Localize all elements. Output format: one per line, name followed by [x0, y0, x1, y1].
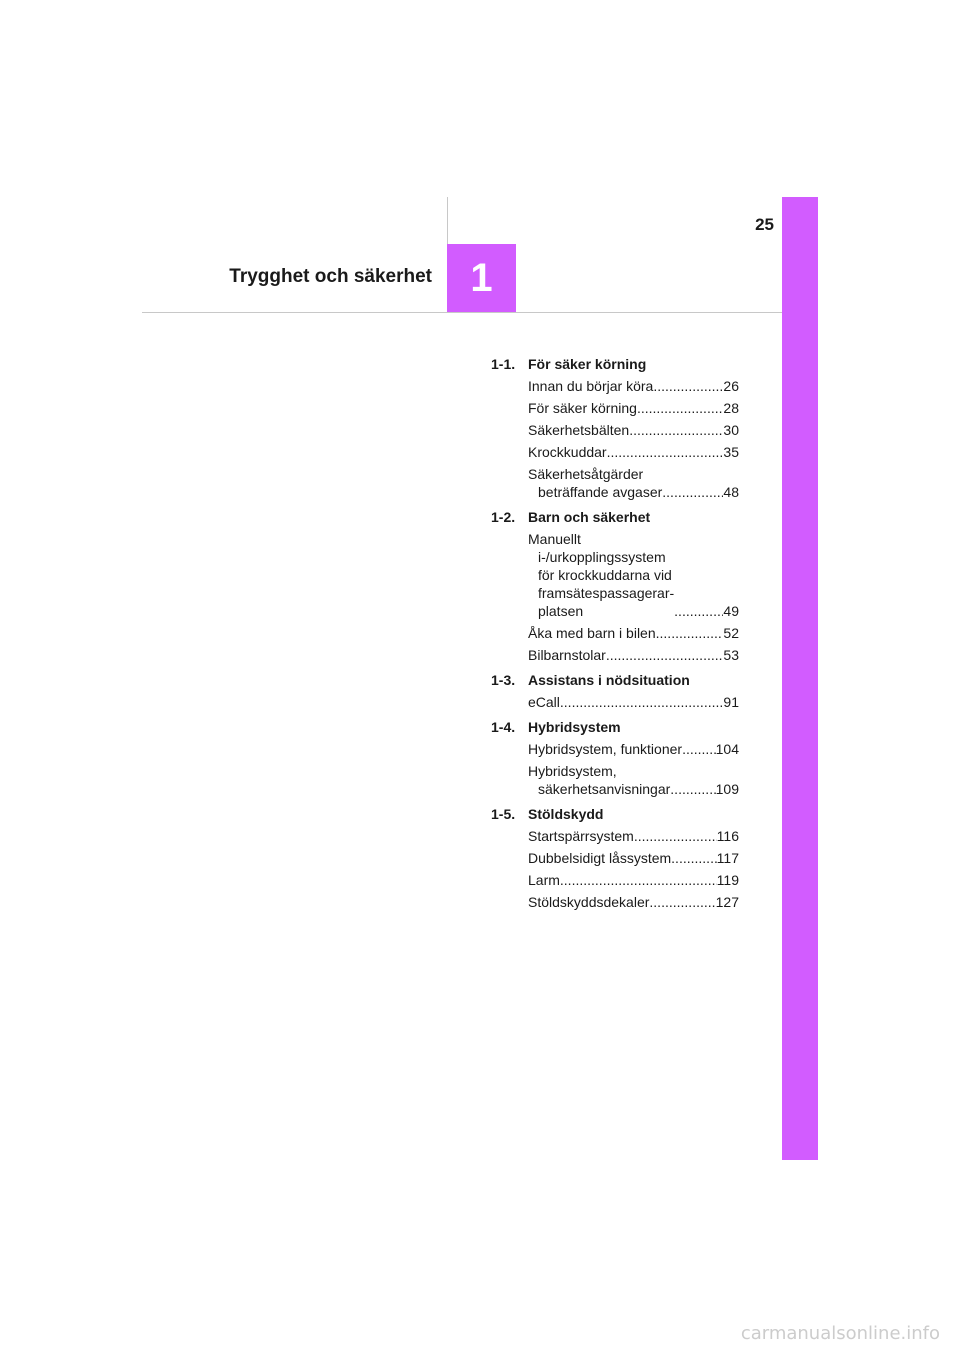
entry-title-line: eCall [528, 694, 560, 710]
section-title: Stöldskydd [528, 806, 604, 822]
toc-entry[interactable] [528, 530, 739, 620]
entry-title-line: Hybridsystem, funktioner [528, 741, 683, 757]
entry-page-number: 26 [723, 378, 739, 394]
entry-title-line: Hybridsystem, [528, 763, 617, 779]
entry-title-line: Säkerhetsåtgärder [528, 466, 644, 482]
entry-title-line: Stöldskyddsdekaler [528, 894, 650, 910]
entry-title-line: Startspärrsystem [528, 828, 634, 844]
entry-page-number: 28 [723, 400, 739, 416]
leader-dots [670, 780, 715, 798]
entry-title-line: i-/urkopplingssystem [538, 549, 666, 565]
entry-title-line: Säkerhetsbälten [528, 422, 630, 438]
section-title: För säker körning [528, 356, 647, 372]
entry-page-number: 117 [716, 850, 739, 866]
toc-entry[interactable] [528, 465, 739, 501]
entry-title-line: beträffande avgaser [538, 484, 663, 500]
header-divider-horizontal [142, 312, 782, 313]
entry-page-number: 127 [715, 894, 739, 910]
toc-entry[interactable] [528, 827, 739, 845]
leader-dots [634, 827, 717, 845]
chapter-number-badge: 1 [447, 244, 516, 312]
entry-page-number: 48 [723, 484, 739, 500]
leader-dots [671, 849, 717, 867]
section-number: 1-2. [491, 509, 516, 525]
section-number: 1-5. [491, 806, 516, 822]
toc-section-heading [491, 718, 739, 736]
entry-title-line: Larm [528, 872, 560, 888]
leader-dots [682, 740, 716, 758]
entry-title-line: Krockkuddar [528, 444, 607, 460]
toc-entry[interactable] [528, 443, 739, 461]
leader-dots [560, 871, 717, 889]
entry-title-line: Dubbelsidigt låssystem [528, 850, 672, 866]
entry-page-number: 104 [715, 741, 739, 757]
leader-dots [653, 377, 723, 395]
chapter-side-tab [782, 197, 818, 1160]
toc-section-heading [491, 508, 739, 526]
leader-dots [674, 602, 723, 620]
leader-dots [560, 693, 724, 711]
section-title: Assistans i nödsituation [528, 672, 690, 688]
entry-title-line: för krockkuddarna vid [538, 567, 672, 583]
entry-page-number: 35 [723, 444, 739, 460]
entry-title-line: Bilbarnstolar [528, 647, 606, 663]
entry-page-number: 119 [716, 872, 739, 888]
toc-entry[interactable] [528, 624, 739, 642]
toc-entry[interactable] [528, 399, 739, 417]
section-number: 1-4. [491, 719, 516, 735]
entry-page-number: 53 [723, 647, 739, 663]
leader-dots [649, 893, 715, 911]
entry-page-number: 49 [723, 603, 739, 619]
toc-section-heading [491, 671, 739, 689]
leader-dots [606, 646, 724, 664]
entry-title-line: Manuellt [528, 531, 581, 547]
entry-page-number: 116 [716, 828, 739, 844]
toc-entry[interactable] [528, 849, 739, 867]
entry-page-number: 30 [723, 422, 739, 438]
leader-dots [629, 421, 723, 439]
entry-title-line: säkerhetsanvisningar [538, 781, 671, 797]
toc-entry[interactable] [528, 740, 739, 758]
table-of-contents [491, 355, 739, 911]
entry-page-number: 109 [715, 781, 739, 797]
entry-title-line: framsätespassagerar- [538, 585, 675, 601]
watermark: carmanualsonline.info [740, 1323, 940, 1344]
toc-entry[interactable] [528, 762, 739, 798]
leader-dots [656, 624, 724, 642]
entry-title-line: Åka med barn i bilen [528, 625, 656, 641]
section-title: Barn och säkerhet [528, 509, 651, 525]
entry-page-number: 91 [723, 694, 739, 710]
page-number: 25 [755, 215, 774, 234]
leader-dots [637, 399, 723, 417]
section-title: Hybridsystem [528, 719, 621, 735]
section-number: 1-3. [491, 672, 516, 688]
entry-title-line: För säker körning [528, 400, 637, 416]
entry-title-line: platsen [538, 603, 584, 619]
chapter-title: Trygghet och säkerhet [229, 266, 432, 287]
toc-entry[interactable] [528, 693, 739, 711]
toc-entry[interactable] [528, 893, 739, 911]
toc-entry[interactable] [528, 421, 739, 439]
toc-entry[interactable] [528, 871, 739, 889]
section-number: 1-1. [491, 356, 516, 372]
toc-section-heading [491, 355, 739, 373]
header-divider-vertical [447, 197, 448, 244]
toc-entry[interactable] [528, 377, 739, 395]
toc-section-heading [491, 805, 739, 823]
toc-entry[interactable] [528, 646, 739, 664]
entry-page-number: 52 [723, 625, 739, 641]
leader-dots [662, 483, 723, 501]
leader-dots [607, 443, 724, 461]
entry-title-line: Innan du börjar köra [528, 378, 654, 394]
